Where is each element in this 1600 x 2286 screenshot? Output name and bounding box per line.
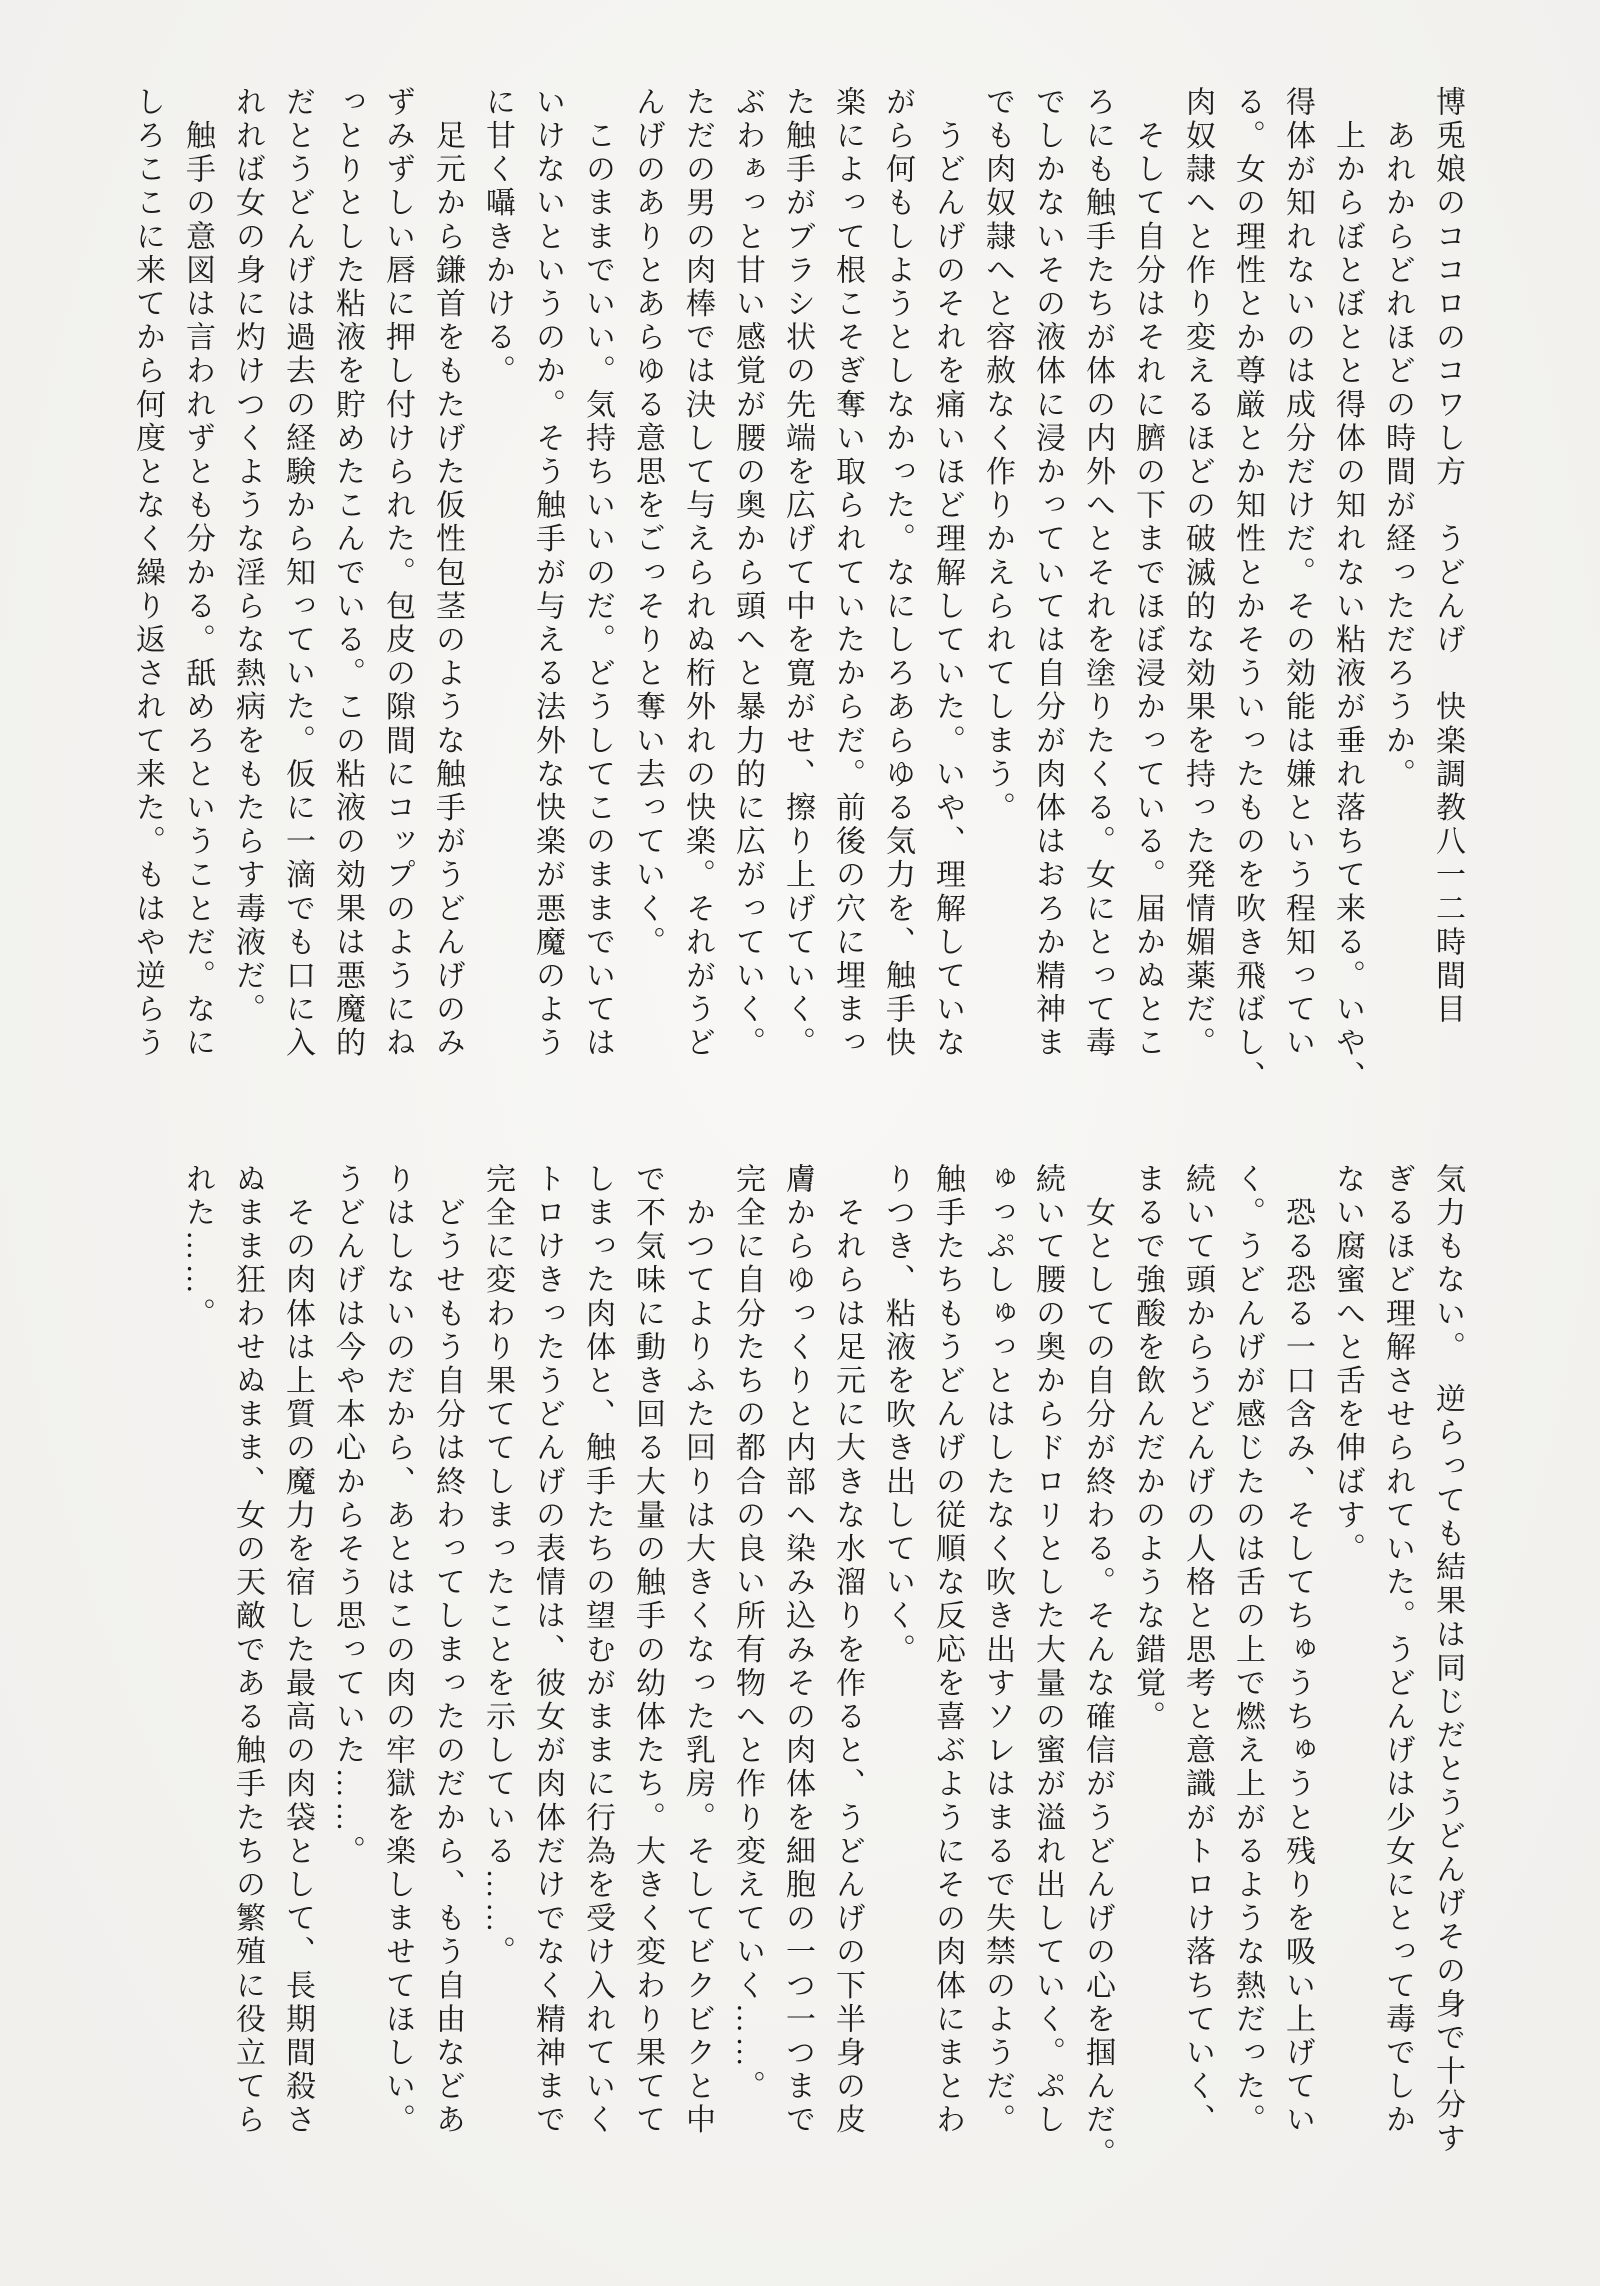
text-column: る。女の理性とか尊厳とか知性とかそういったものを吹き飛ばし、: [1231, 86, 1264, 1094]
text-column: ただの男の肉棒では決して与えられぬ桁外れの快楽。それがうど: [681, 86, 714, 1061]
text-column: 触手の意図は言われずとも分かる。舐めろということだ。なに: [181, 86, 214, 1061]
text-column: しまった肉体と、触手たちの望むがままに行為を受け入れていく: [581, 1163, 614, 2138]
text-column: 肉奴隷へと作り変えるほどの破滅的な効果を持った発情媚薬だ。: [1181, 86, 1214, 1061]
text-column: どうせもう自分は終わってしまったのだから、もう自由などあ: [431, 1163, 464, 2138]
text-column: そして自分はそれに臍の下までほぼ浸かっている。届かぬとこ: [1131, 86, 1164, 1061]
text-column: 続いて腰の奥からドロリとした大量の蜜が溢れ出していく。ぷし: [1031, 1163, 1064, 2138]
text-column: いけないというのか。そう触手が与える法外な快楽が悪魔のよう: [531, 86, 564, 1061]
text-column: っとりとした粘液を貯めたこんでいる。この粘液の効果は悪魔的: [331, 86, 364, 1061]
text-column: でも肉奴隷へと容赦なく作りかえられてしまう。: [981, 86, 1014, 826]
text-column: れれば女の身に灼けつくような淫らな熱病をもたらす毒液だ。: [231, 86, 264, 1027]
text-column: まるで強酸を飲んだかのような錯覚。: [1131, 1163, 1164, 1735]
text-column: うどんげのそれを痛いほど理解していた。いや、理解していな: [931, 86, 964, 1061]
text-column: 完全に変わり果ててしまったことを示している……。: [481, 1163, 514, 1970]
text-column: れた……。: [181, 1163, 214, 1331]
text-column: 足元から鎌首をもたげた仮性包茎のような触手がうどんげのみ: [431, 86, 464, 1061]
text-column: 続いて頭からうどんげの人格と思考と意識がトロけ落ちていく、: [1181, 1163, 1214, 2138]
text-column: ぎるほど理解させられていた。うどんげは少女にとって毒でしか: [1381, 1163, 1414, 2138]
text-column: でしかないその液体に浸かっていては自分が肉体はおろか精神ま: [1031, 86, 1064, 1061]
text-column: ぬまま狂わせぬまま、女の天敵である触手たちの繁殖に役立てら: [231, 1163, 264, 2138]
text-column: がら何もしようとしなかった。なにしろあらゆる気力を、触手快: [881, 86, 914, 1061]
text-column: このままでいい。気持ちいいのだ。どうしてこのままでいては: [581, 86, 614, 1061]
text-column: しろここに来てから何度となく繰り返されて来た。もはや逆らう: [131, 86, 164, 1061]
text-column: りつき、粘液を吹き出していく。: [881, 1163, 914, 1667]
text-column: 気力もない。 逆らっても結果は同じだとうどんげその身で十分す: [1431, 1163, 1464, 2156]
text-column: あれからどれほどの時間が経っただろうか。: [1381, 86, 1414, 792]
text-column: で不気味に動き回る大量の触手の幼体たち。大きく変わり果てて: [631, 1163, 664, 2138]
text-column: 楽によって根こそぎ奪い取られていたからだ。前後の穴に埋まっ: [831, 86, 864, 1061]
text-column: うどんげは今や本心からそう思っていた……。: [331, 1163, 364, 1869]
text-column: ない腐蜜へと舌を伸ばす。: [1331, 1163, 1364, 1567]
text-column: ろにも触手たちが体の内外へとそれを塗りたくる。女にとって毒: [1081, 86, 1114, 1061]
text-block-bottom: [172, 1163, 1472, 2195]
text-column: ゅっぷしゅっとはしたなく吹き出すソレはまるで失禁のようだ。: [981, 1163, 1014, 2138]
text-column: それらは足元に大きな水溜りを作ると、うどんげの下半身の皮: [831, 1163, 864, 2138]
text-column: ずみずしい唇に押し付けられた。包皮の隙間にコップのようにね: [381, 86, 414, 1061]
text-column: 膚からゆっくりと内部へ染み込みその肉体を細胞の一つ一つまで: [781, 1163, 814, 2138]
text-column: た触手がブラシ状の先端を広げて中を寛がせ、擦り上げていく。: [781, 86, 814, 1061]
text-column: んげのありとあらゆる意思をごっそりと奪い去っていく。: [631, 86, 664, 960]
text-column: トロけきったうどんげの表情は、彼女が肉体だけでなく精神まで: [531, 1163, 564, 2138]
text-column: 完全に自分たちの都合の良い所有物へと作り変えていく……。: [731, 1163, 764, 2104]
text-column: 上からぼとぼとと得体の知れない粘液が垂れ落ちて来る。いや、: [1331, 86, 1364, 1094]
text-column: その肉体は上質の魔力を宿した最高の肉袋として、長期間殺さ: [281, 1163, 314, 2138]
text-column: りはしないのだから、あとはこの肉の牢獄を楽しませてほしい。: [381, 1163, 414, 2138]
text-column: 恐る恐る一口含み、そしてちゅうちゅうと残りを吸い上げてい: [1281, 1163, 1314, 2138]
text-block-top: [122, 86, 1472, 1108]
text-column: 得体が知れないのは成分だけだ。その効能は嫌という程知ってい: [1281, 86, 1314, 1061]
text-column: かつてよりふた回りは大きくなった乳房。そしてビクビクと中: [681, 1163, 714, 2138]
text-column: ぶわぁっと甘い感覚が腰の奥から頭へと暴力的に広がっていく。: [731, 86, 764, 1061]
text-column: 女としての自分が終わる。そんな確信がうどんげの心を掴んだ。: [1081, 1163, 1114, 2171]
text-column: 触手たちもうどんげの従順な反応を喜ぶようにその肉体にまとわ: [931, 1163, 964, 2138]
text-column: 博兎娘のココロのコワし方 うどんげ 快楽調教八一二時間目: [1431, 86, 1464, 1027]
text-column: く。うどんげが感じたのは舌の上で燃え上がるような熱だった。: [1231, 1163, 1264, 2138]
text-column: だとうどんげは過去の経験から知っていた。仮に一滴でも口に入: [281, 86, 314, 1061]
text-column: に甘く囁きかける。: [481, 86, 514, 389]
